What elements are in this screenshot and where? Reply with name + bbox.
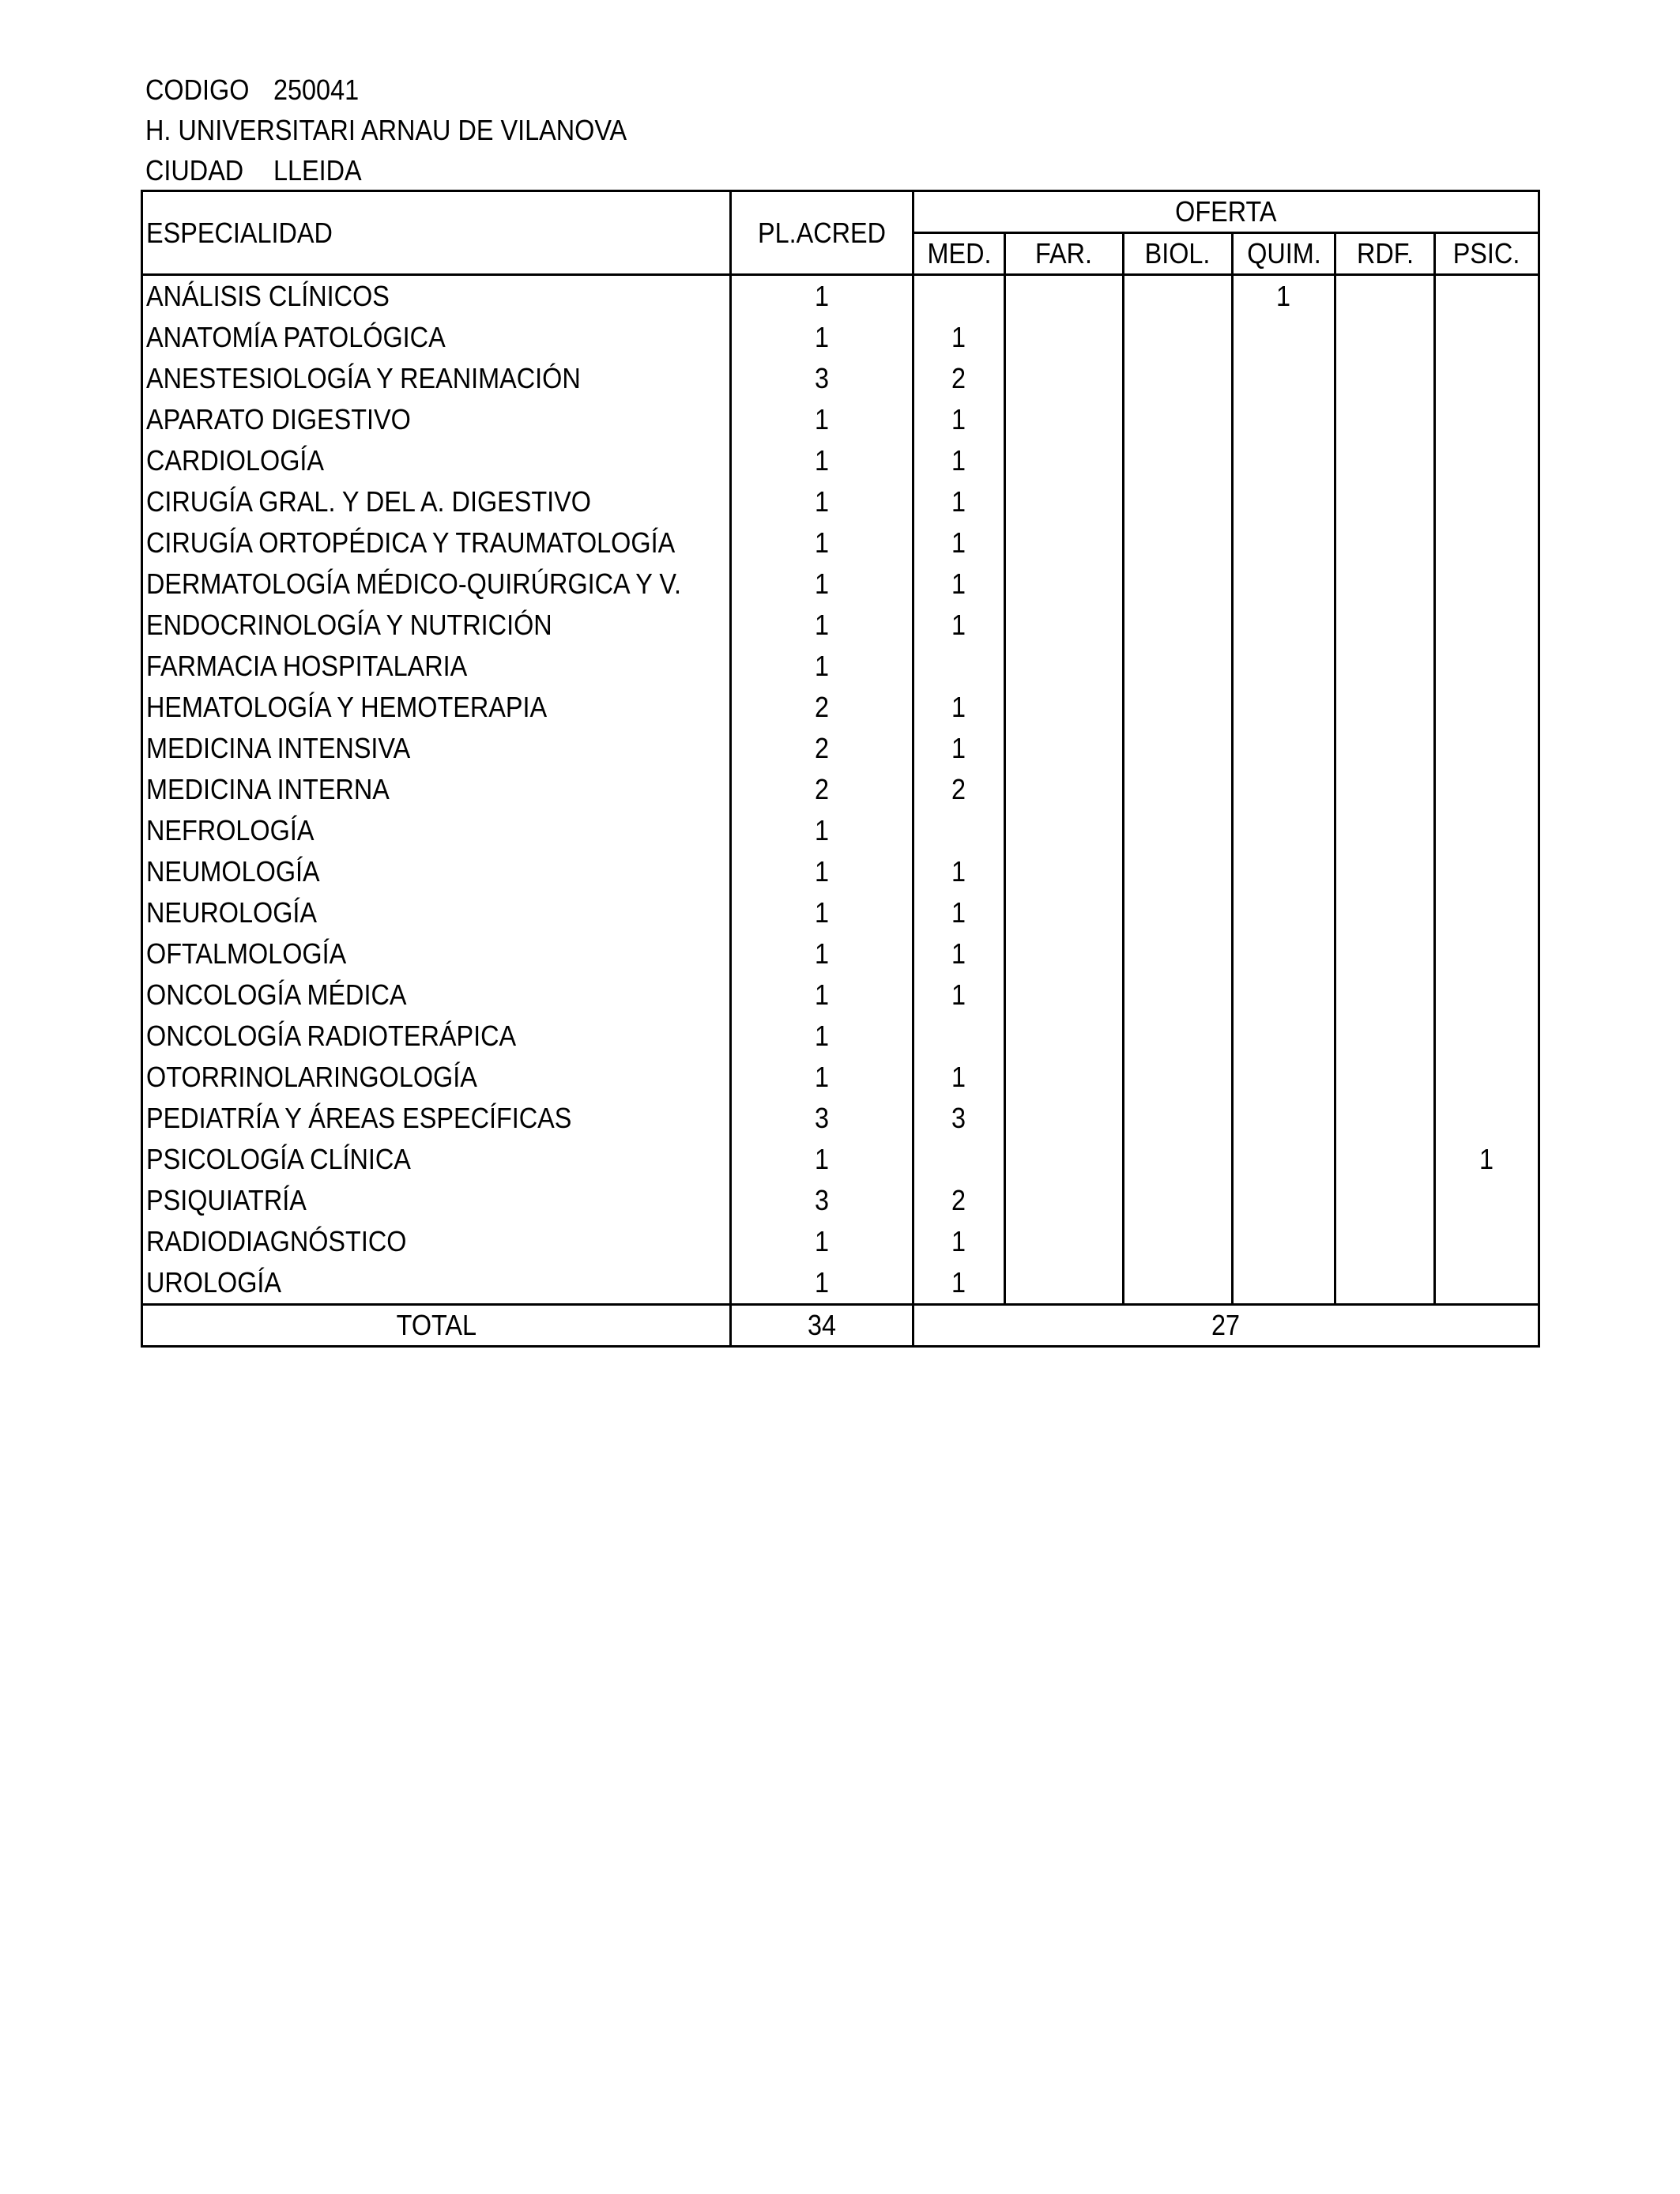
codigo-label: CODIGO [145,74,250,106]
cell-rdf [1335,810,1435,851]
table-row [142,1262,1539,1305]
cell-rdf [1335,851,1435,892]
cell-biol [1124,1057,1233,1098]
cell-psic [1435,687,1539,728]
cell-biol [1124,646,1233,687]
cell-psic [1435,974,1539,1016]
cell-rdf [1335,564,1435,605]
cell-rdf [1335,646,1435,687]
cell-biol [1124,1098,1233,1139]
cell-far [1005,605,1124,646]
plazas-table [141,190,1540,1348]
cell-quim [1233,851,1335,892]
table-row [142,358,1539,399]
table-row [142,1016,1539,1057]
cell-far [1005,810,1124,851]
cell-placred: 1 [731,851,913,892]
cell-quim [1233,522,1335,564]
cell-rdf [1335,275,1435,318]
cell-quim: 1 [1233,275,1335,318]
subcol-far-header: FAR. [1005,233,1124,275]
cell-psic [1435,481,1539,522]
cell-psic [1435,1098,1539,1139]
cell-quim [1233,974,1335,1016]
cell-biol [1124,769,1233,810]
cell-far [1005,933,1124,974]
cell-rdf [1335,522,1435,564]
cell-especialidad: FARMACIA HOSPITALARIA [142,646,731,687]
cell-placred: 1 [731,933,913,974]
cell-med: 1 [913,974,1005,1016]
cell-especialidad: ONCOLOGÍA MÉDICA [142,974,731,1016]
cell-psic [1435,1180,1539,1221]
cell-especialidad: HEMATOLOGÍA Y HEMOTERAPIA [142,687,731,728]
cell-med: 2 [913,1180,1005,1221]
cell-biol [1124,892,1233,933]
cell-far [1005,1098,1124,1139]
cell-placred: 1 [731,481,913,522]
cell-far [1005,564,1124,605]
cell-biol [1124,687,1233,728]
cell-especialidad: ENDOCRINOLOGÍA Y NUTRICIÓN [142,605,731,646]
cell-rdf [1335,1180,1435,1221]
cell-psic [1435,358,1539,399]
cell-placred: 1 [731,974,913,1016]
cell-placred: 1 [731,522,913,564]
cell-biol [1124,1139,1233,1180]
cell-far [1005,974,1124,1016]
cell-especialidad: MEDICINA INTENSIVA [142,728,731,769]
cell-biol [1124,481,1233,522]
cell-med [913,810,1005,851]
cell-psic [1435,564,1539,605]
cell-placred: 2 [731,687,913,728]
cell-especialidad: PSIQUIATRÍA [142,1180,731,1221]
cell-quim [1233,605,1335,646]
total-label: TOTAL [142,1305,731,1347]
cell-especialidad: DERMATOLOGÍA MÉDICO-QUIRÚRGICA Y V. [142,564,731,605]
cell-rdf [1335,481,1435,522]
table-row [142,1057,1539,1098]
cell-biol [1124,1262,1233,1305]
table-row [142,1139,1539,1180]
table-row [142,1221,1539,1262]
cell-biol [1124,564,1233,605]
cell-med: 1 [913,728,1005,769]
cell-quim [1233,933,1335,974]
table-row [142,892,1539,933]
cell-med: 1 [913,317,1005,358]
cell-placred: 1 [731,646,913,687]
cell-biol [1124,933,1233,974]
cell-psic [1435,1057,1539,1098]
cell-med: 1 [913,522,1005,564]
cell-med [913,1016,1005,1057]
cell-rdf [1335,1262,1435,1305]
cell-med [913,646,1005,687]
cell-especialidad: ANESTESIOLOGÍA Y REANIMACIÓN [142,358,731,399]
cell-especialidad: ANÁLISIS CLÍNICOS [142,275,731,318]
cell-rdf [1335,1139,1435,1180]
cell-psic [1435,1221,1539,1262]
cell-med: 1 [913,1057,1005,1098]
cell-especialidad: ONCOLOGÍA RADIOTERÁPICA [142,1016,731,1057]
subcol-psic-header: PSIC. [1435,233,1539,275]
cell-psic [1435,605,1539,646]
cell-med [913,275,1005,318]
subcol-med-header: MED. [913,233,1005,275]
cell-far [1005,687,1124,728]
cell-med: 1 [913,399,1005,440]
cell-psic [1435,522,1539,564]
cell-quim [1233,399,1335,440]
cell-placred: 1 [731,399,913,440]
cell-psic [1435,317,1539,358]
cell-quim [1233,769,1335,810]
cell-far [1005,440,1124,481]
cell-far [1005,358,1124,399]
cell-quim [1233,1180,1335,1221]
cell-placred: 1 [731,317,913,358]
table-row [142,728,1539,769]
cell-rdf [1335,728,1435,769]
cell-rdf [1335,769,1435,810]
cell-quim [1233,1139,1335,1180]
table-row [142,275,1539,318]
cell-especialidad: OFTALMOLOGÍA [142,933,731,974]
table-row [142,851,1539,892]
cell-psic: 1 [1435,1139,1539,1180]
cell-placred: 1 [731,605,913,646]
cell-rdf [1335,1057,1435,1098]
cell-placred: 1 [731,1057,913,1098]
cell-quim [1233,1098,1335,1139]
cell-rdf [1335,1016,1435,1057]
table-row [142,1098,1539,1139]
cell-especialidad: NEUMOLOGÍA [142,851,731,892]
total-placred: 34 [731,1305,913,1347]
table-row [142,522,1539,564]
cell-quim [1233,481,1335,522]
table-row [142,1180,1539,1221]
col-placred-header: PL.ACRED [731,191,913,275]
cell-biol [1124,399,1233,440]
cell-far [1005,1262,1124,1305]
ciudad-label: CIUDAD [145,154,244,187]
cell-psic [1435,810,1539,851]
ciudad-value: LLEIDA [273,154,362,187]
cell-rdf [1335,399,1435,440]
total-oferta: 27 [913,1305,1539,1347]
total-row [142,1305,1539,1347]
cell-quim [1233,1016,1335,1057]
cell-far [1005,851,1124,892]
cell-rdf [1335,892,1435,933]
cell-med: 1 [913,1262,1005,1305]
cell-psic [1435,933,1539,974]
cell-med: 1 [913,1221,1005,1262]
col-especialidad-header: ESPECIALIDAD [142,191,731,275]
cell-med: 1 [913,851,1005,892]
cell-med: 1 [913,687,1005,728]
cell-especialidad: RADIODIAGNÓSTICO [142,1221,731,1262]
table-row [142,317,1539,358]
cell-quim [1233,1262,1335,1305]
cell-med: 1 [913,605,1005,646]
cell-biol [1124,440,1233,481]
cell-med: 1 [913,933,1005,974]
cell-placred: 3 [731,358,913,399]
cell-psic [1435,1016,1539,1057]
hospital-name: H. UNIVERSITARI ARNAU DE VILANOVA [145,114,627,146]
cell-placred: 1 [731,1262,913,1305]
cell-rdf [1335,605,1435,646]
cell-far [1005,1057,1124,1098]
cell-med: 1 [913,481,1005,522]
cell-rdf [1335,1221,1435,1262]
cell-med [913,1139,1005,1180]
codigo-value: 250041 [273,74,360,106]
table-row [142,440,1539,481]
cell-psic [1435,728,1539,769]
cell-far [1005,275,1124,318]
cell-especialidad: APARATO DIGESTIVO [142,399,731,440]
cell-especialidad: UROLOGÍA [142,1262,731,1305]
cell-especialidad: NEFROLOGÍA [142,810,731,851]
cell-especialidad: CIRUGÍA GRAL. Y DEL A. DIGESTIVO [142,481,731,522]
cell-placred: 3 [731,1098,913,1139]
cell-placred: 1 [731,564,913,605]
cell-quim [1233,440,1335,481]
cell-biol [1124,275,1233,318]
cell-biol [1124,851,1233,892]
cell-biol [1124,605,1233,646]
table-row [142,564,1539,605]
cell-biol [1124,1016,1233,1057]
table-row [142,481,1539,522]
cell-biol [1124,1221,1233,1262]
col-oferta-header: OFERTA [913,191,1539,233]
cell-quim [1233,1057,1335,1098]
cell-biol [1124,810,1233,851]
table-row [142,810,1539,851]
table-row [142,933,1539,974]
cell-especialidad: CIRUGÍA ORTOPÉDICA Y TRAUMATOLOGÍA [142,522,731,564]
cell-psic [1435,851,1539,892]
table-row [142,605,1539,646]
cell-quim [1233,810,1335,851]
cell-rdf [1335,974,1435,1016]
subcol-biol-header: BIOL. [1124,233,1233,275]
cell-especialidad: ANATOMÍA PATOLÓGICA [142,317,731,358]
cell-biol [1124,1180,1233,1221]
cell-quim [1233,728,1335,769]
table-row [142,646,1539,687]
cell-far [1005,317,1124,358]
subcol-quim-header: QUIM. [1233,233,1335,275]
cell-placred: 3 [731,1180,913,1221]
cell-biol [1124,317,1233,358]
cell-med: 3 [913,1098,1005,1139]
cell-rdf [1335,1098,1435,1139]
ciudad-line [145,154,362,187]
cell-med: 1 [913,564,1005,605]
cell-placred: 2 [731,769,913,810]
cell-quim [1233,564,1335,605]
cell-especialidad: PEDIATRÍA Y ÁREAS ESPECÍFICAS [142,1098,731,1139]
table-row [142,769,1539,810]
cell-placred: 1 [731,1139,913,1180]
cell-med: 2 [913,769,1005,810]
cell-quim [1233,358,1335,399]
cell-quim [1233,646,1335,687]
cell-especialidad: PSICOLOGÍA CLÍNICA [142,1139,731,1180]
cell-far [1005,1221,1124,1262]
cell-rdf [1335,317,1435,358]
cell-biol [1124,728,1233,769]
cell-psic [1435,646,1539,687]
cell-far [1005,1139,1124,1180]
cell-rdf [1335,933,1435,974]
cell-placred: 1 [731,892,913,933]
cell-quim [1233,317,1335,358]
subcol-rdf-header: RDF. [1335,233,1435,275]
cell-far [1005,399,1124,440]
cell-psic [1435,1262,1539,1305]
cell-psic [1435,275,1539,318]
cell-med: 2 [913,358,1005,399]
cell-psic [1435,892,1539,933]
cell-placred: 1 [731,1016,913,1057]
cell-especialidad: CARDIOLOGÍA [142,440,731,481]
cell-especialidad: OTORRINOLARINGOLOGÍA [142,1057,731,1098]
cell-especialidad: NEUROLOGÍA [142,892,731,933]
cell-placred: 2 [731,728,913,769]
cell-placred: 1 [731,440,913,481]
cell-psic [1435,440,1539,481]
cell-far [1005,522,1124,564]
table-row [142,399,1539,440]
cell-far [1005,769,1124,810]
cell-placred: 1 [731,1221,913,1262]
cell-biol [1124,358,1233,399]
cell-far [1005,481,1124,522]
cell-rdf [1335,358,1435,399]
cell-rdf [1335,687,1435,728]
cell-far [1005,1016,1124,1057]
cell-psic [1435,769,1539,810]
cell-placred: 1 [731,810,913,851]
cell-far [1005,892,1124,933]
cell-far [1005,728,1124,769]
cell-quim [1233,892,1335,933]
codigo-line [145,74,360,106]
table-body [142,275,1539,1305]
cell-rdf [1335,440,1435,481]
cell-placred: 1 [731,275,913,318]
cell-med: 1 [913,440,1005,481]
cell-far [1005,1180,1124,1221]
cell-biol [1124,974,1233,1016]
table-row [142,974,1539,1016]
cell-far [1005,646,1124,687]
cell-psic [1435,399,1539,440]
cell-biol [1124,522,1233,564]
cell-quim [1233,687,1335,728]
table-row [142,687,1539,728]
cell-especialidad: MEDICINA INTERNA [142,769,731,810]
cell-med: 1 [913,892,1005,933]
cell-quim [1233,1221,1335,1262]
